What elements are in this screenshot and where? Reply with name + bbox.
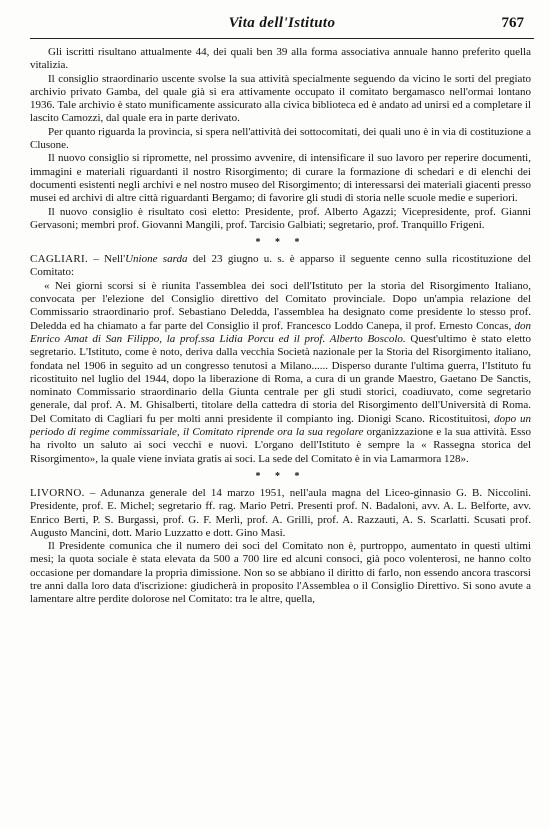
- cagliari-lead-text-a: – Nell': [88, 253, 126, 266]
- bergamo-paragraph-4: Il nuovo consiglio si ripromette, nel prossimo avvenire, di intensificare il suo lavoro per reperire documenti, immagini e materiali riguardanti il nostro Risorgimento; di curare la formazione di schedari e di elenchi dei documenti esistenti negli archivi e nel nostro museo del Risorgimento; di interessarsi dei materiali giacenti presso musei ed archivi di altre città riguardanti Bergamo; di favorire gli studi di storia nelle scuole medie e superiori.: [30, 152, 531, 205]
- page-body: [30, 46, 531, 607]
- running-title: Vita dell'Istituto: [228, 15, 336, 31]
- bergamo-paragraph-5: Il nuovo consiglio è risultato così eletto: Presidente, prof. Alberto Agazzi; Vicepresidente, prof. Gianni Gervasoni; membri prof. Giovanni Mangili, prof. Tarcisio Galbiati; segretario, prof. Tranquillo Frigeni.: [30, 205, 531, 231]
- cagliari-newspaper-name: Unione sarda: [125, 253, 188, 266]
- cagliari-quote-italic-2: dopo un periodo di regime commissariale, il Comitato riprende ora la sua regolare: [30, 412, 532, 439]
- cagliari-lead-text-b: del 23 giugno u. s. è apparso il seguente cenno sulla ricostituzione del Comitato:: [30, 253, 532, 279]
- cagliari-quote-part-3: organizzazione e la sua attività. Esso ha rivolto un saluto ai soci vecchi e nuovi. L'organo dell'Istituto è sempre la « Rassegna storica del Risorgimento», la quale viene inviata gratis ai soci. La sede del Comitato è in via Lamarmora 128».: [30, 426, 532, 465]
- section-separator: * * *: [255, 237, 306, 249]
- cagliari-lead: [30, 253, 531, 280]
- cagliari-quote: [30, 280, 531, 466]
- section-separator-2: * * *: [255, 470, 306, 482]
- cagliari-quote-part-1: « Nei giorni scorsi si è riunita l'assemblea dei soci dell'Istituto per la storia del Risorgimento Italiano, convocata per l'elezione del Consiglio direttivo del Comitato provinciale. Dopo un'ampia relazione del Commissario straordinario prof. Sebastiano Deledda, l'assemblea ha designato come presidente lo stesso prof. Deledda ed ha chiamato a far parte del Consiglio il prof. Francesco Loddo Canepa, il prof. Ernesto Concas,: [30, 279, 531, 332]
- livorno-city-heading: LIVORNO.: [30, 486, 85, 499]
- bergamo-paragraph-2: Il consiglio straordinario uscente svolse la sua attività specialmente seguendo da vicino le sorti del pregiato archivio privato Gamba, del quale già si era attivamente occupato il comitato bergamasco nell'ormai lontano 1936. Tale archivio è stato munificamente assicurato alla civica biblioteca ed è andato ad unirsi ed a completare il lascito Camozzi, dal quale era in parte derivato.: [30, 72, 531, 125]
- header-rule: [30, 38, 534, 39]
- livorno-lead-text: – Adunanza generale del 14 marzo 1951, nell'aula magna del Liceo-ginnasio G. B. Niccolini. Presidente, prof. E. Michel; segretario ff. rag. Mario Petri. Presenti prof. N. Badaloni, avv. A. L. Belforte, avv. Enrico Berti, P. S. Burgassi, prof. G. F. Merli, prof. A. Grilli, prof. A. Razzauti, A. S. Scarlatti. Scusati prof. Augusto Mancini, dott. Mario Luzzatto e dott. Gino Masi.: [30, 486, 531, 539]
- bergamo-paragraph-1: Gli iscritti risultano attualmente 44, dei quali ben 39 alla forma associativa annuale hanno preferito quella vitalizia.: [30, 46, 531, 72]
- cagliari-quote-part-2: Quest'ultimo è stato eletto segretario. L'Istituto, come è noto, deriva dalla vecchia Società nazionale per la Storia del Risorgimento italiano, fondata nel 1906 in seguito ad un congresso tenutosi a Milano...... Disperso durante l'ultima guerra, l'Istituto fu ricostituito nel luglio del 1944, dopo la liberazione di Roma, a cura di un grande Maestro, Gaetano De Sanctis, nominato Commissario straordinario della Giunta centrale per gli studi storici, coadiuvato, come segretario generale, dal prof. A. M. Ghisalberti, titolare della cattedra di storia del Risorgimento dell'Università di Roma. Del Comitato di Cagliari fu per molti anni presidente il compianto ing. Dionigi Scano. Ricostituitosi,: [30, 332, 531, 425]
- page-number: 767: [501, 15, 524, 31]
- cagliari-quote-italic-1: don Enrico Amat di San Filippo, la prof.ssa Lidia Porcu ed il prof. Alberto Boscolo.: [30, 319, 531, 345]
- page-header: [30, 6, 534, 40]
- cagliari-city-heading: CAGLIARI.: [30, 253, 89, 266]
- livorno-paragraph-2: Il Presidente comunica che il numero dei soci del Comitato non è, purtroppo, aumentato in questi ultimi mesi; la quota sociale è stata elevata da 500 a 700 lire ed alcuni consoci, già poco volenterosi, ne hanno colto occasione per domandare la propria dimissione. Non so se abbiano il diritto di farlo, non essendo ancora trascorsi tre anni dalla loro data d'iscrizione: giudicherà in proposito l'Assemblea o il Consiglio Direttivo. Si sono avute a lamentare altre perdite dolorose nel Comitato: tra le altre, quella,: [30, 540, 531, 606]
- bergamo-paragraph-3: Per quanto riguarda la provincia, si spera nell'attività dei sottocomitati, dei quali uno è in via di costituzione a Clusone.: [30, 125, 531, 152]
- livorno-lead: [30, 487, 531, 540]
